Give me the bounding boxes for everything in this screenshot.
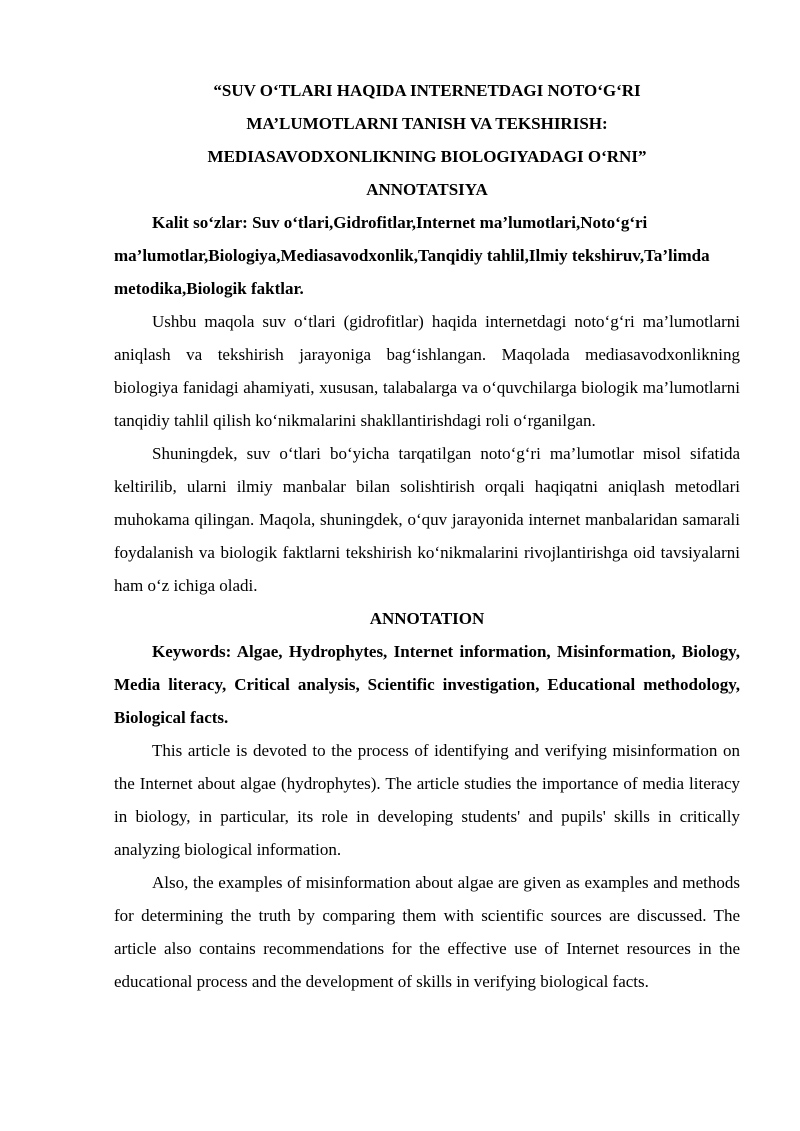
paragraph-uz-1: Ushbu maqola suv o‘tlari (gidrofitlar) haqida internetdagi noto‘g‘ri ma’lumotlarni aniqlash va tekshirish jarayoniga bag‘ishlangan. Maqolada mediasavodxonlikning biologiya fanidagi ahamiyati, xususan, talabalarga va o‘quvchilarga biologik ma’lumotlarni tanqidiy tahlil qilish ko‘nikmalarini shakllantirishdagi roli o‘rganilgan. xyxy=(114,312,740,430)
title-line-3: MEDIASAVODXONLIKNING BIOLOGIYADAGI O‘RNI” xyxy=(207,147,647,166)
keywords-uz: Kalit so‘zlar: Suv o‘tlari,Gidrofitlar,Internet ma’lumotlari,Noto‘g‘ri ma’lumotlar,Biologiya,Mediasavodxonlik,Tanqidiy tahlil,Ilmiy tekshiruv,Ta’limda metodika,Biologik faktlar. xyxy=(114,213,710,298)
title-line-1: “SUV O‘TLARI HAQIDA INTERNETDAGI NOTO‘G‘RI xyxy=(213,81,641,100)
document-title xyxy=(114,74,740,173)
title-line-2: MA’LUMOTLARNI TANISH VA TEKSHIRISH: xyxy=(246,114,608,133)
keywords-en: Keywords: Algae, Hydrophytes, Internet information, Misinformation, Biology, Media literacy, Critical analysis, Scientific investigation, Educational methodology, Biological facts. xyxy=(114,642,740,727)
paragraph-uz-2: Shuningdek, suv o‘tlari bo‘yicha tarqatilgan noto‘g‘ri ma’lumotlar misol sifatida keltirilib, ularni ilmiy manbalar bilan solishtirish orqali haqiqatni aniqlash metodlari muhokama qilingan. Maqola, shuningdek, o‘quv jarayonida internet manbalaridan samarali foydalanish va biologik faktlarni tekshirish ko‘nikmalarini rivojlantirishga oid tavsiyalarni ham o‘z ichiga oladi. xyxy=(114,444,740,595)
paragraph-en-2: Also, the examples of misinformation about algae are given as examples and methods for determining the truth by comparing them with scientific sources are discussed. The article also contains recommendations for the effective use of Internet resources in the educational process and the development of skills in verifying biological facts. xyxy=(114,873,740,991)
annotatsiya-heading: ANNOTATSIYA xyxy=(366,180,488,199)
annotation-heading: ANNOTATION xyxy=(369,609,485,628)
paragraph-en-1: This article is devoted to the process of identifying and verifying misinformation on the Internet about algae (hydrophytes). The article studies the importance of media literacy in biology, in particular, its role in developing students' and pupils' skills in critically analyzing biological information. xyxy=(114,741,740,859)
